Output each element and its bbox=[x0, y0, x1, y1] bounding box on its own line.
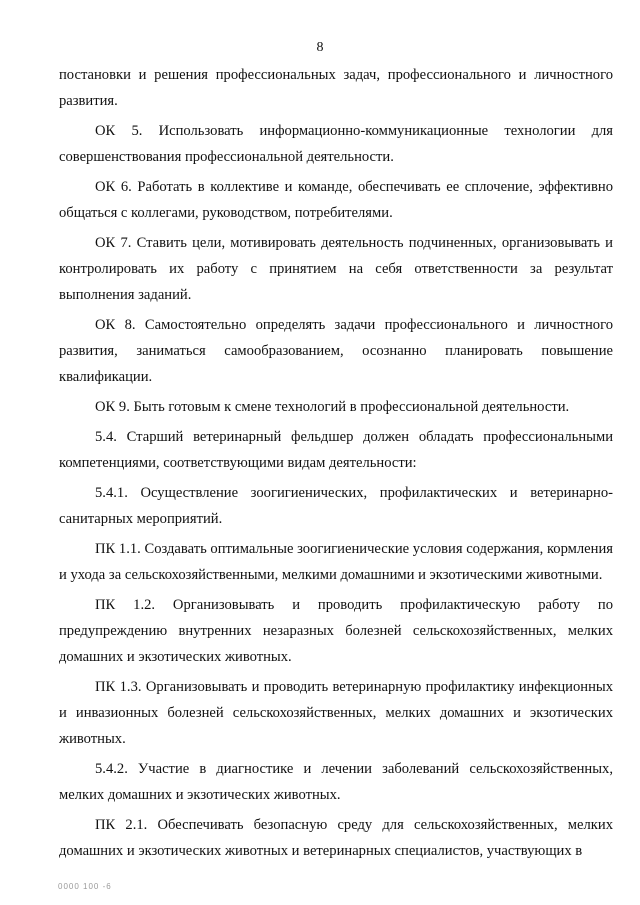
paragraph: ОК 9. Быть готовым к смене технологий в профессиональной деятельности. bbox=[95, 399, 570, 415]
paragraph: 5.4. Старший ветеринарный фельдшер должен обладать профессиональными компетенциями, соответствующими видам деятельности: bbox=[59, 429, 613, 471]
paragraph: 5.4.1. Осуществление зоогигиенических, профилактических и ветеринарно-санитарных мероприятий. bbox=[59, 485, 613, 527]
paragraph: ОК 8. Самостоятельно определять задачи профессионального и личностного развития, заниматься самообразованием, осознанно планировать повышение квалификации. bbox=[59, 317, 613, 385]
paragraph: ПК 1.1. Создавать оптимальные зоогигиенические условия содержания, кормления и ухода за сельскохозяйственными, мелкими домашними и экзотическими животными. bbox=[59, 541, 613, 583]
paragraph: постановки и решения профессиональных задач, профессионального и личностного развития. bbox=[59, 67, 613, 109]
paragraph: ПК 1.2. Организовывать и проводить профилактическую работу по предупреждению внутренних незаразных болезней сельскохозяйственных, мелких домашних и экзотических животных. bbox=[59, 597, 613, 665]
footer-code: 0000 100 -6 bbox=[58, 882, 112, 891]
paragraph: ПК 2.1. Обеспечивать безопасную среду для сельскохозяйственных, мелких домашних и экзотических животных и ветеринарных специалистов, участвующих в bbox=[59, 817, 613, 859]
paragraph: ОК 7. Ставить цели, мотивировать деятельность подчиненных, организовывать и контролировать их работу с принятием на себя ответственности за результат выполнения заданий. bbox=[59, 235, 613, 303]
paragraph: ОК 5. Использовать информационно-коммуникационные технологии для совершенствования профессиональной деятельности. bbox=[59, 123, 613, 165]
paragraph: ОК 6. Работать в коллективе и команде, обеспечивать ее сплочение, эффективно общаться с коллегами, руководством, потребителями. bbox=[59, 179, 613, 221]
page-number: 8 bbox=[316, 40, 324, 55]
paragraph: 5.4.2. Участие в диагностике и лечении заболеваний сельскохозяйственных, мелких домашних и экзотических животных. bbox=[59, 761, 613, 803]
paragraph: ПК 1.3. Организовывать и проводить ветеринарную профилактику инфекционных и инвазионных болезней сельскохозяйственных, мелких домашних и экзотических животных. bbox=[59, 679, 613, 747]
document-body bbox=[59, 62, 613, 868]
